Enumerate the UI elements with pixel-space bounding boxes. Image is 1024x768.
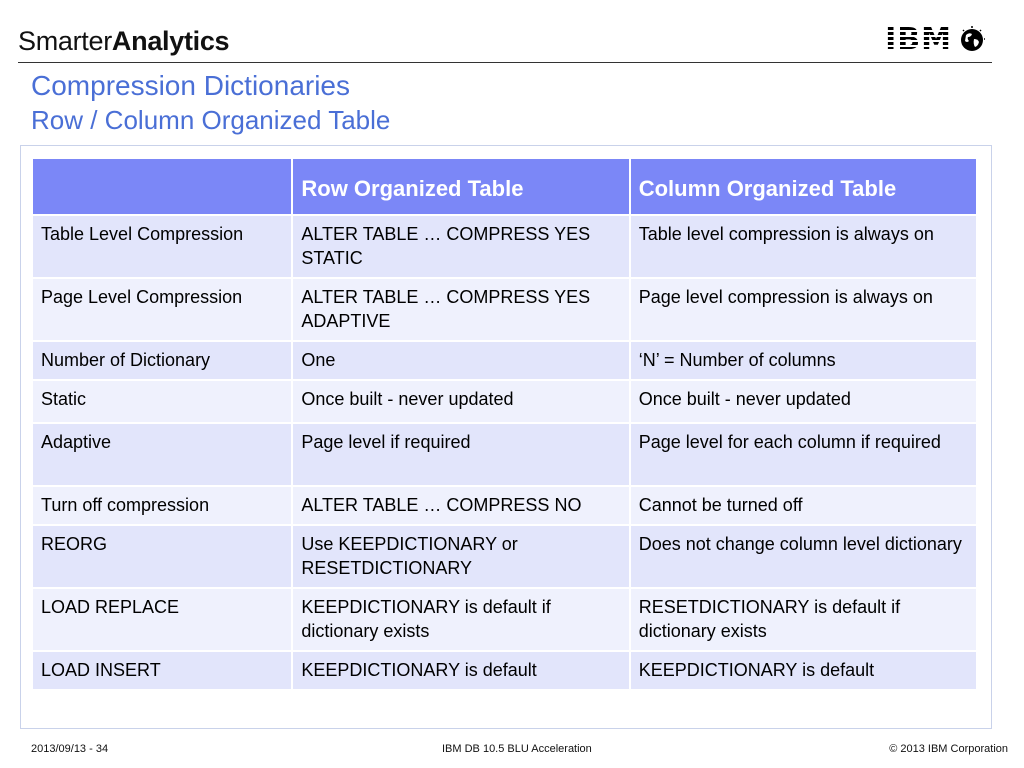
- column-organized-cell: Cannot be turned off: [630, 486, 977, 525]
- column-organized-cell: Table level compression is always on: [630, 215, 977, 278]
- footer-product: IBM DB 10.5 BLU Acceleration: [442, 743, 592, 755]
- column-organized-cell: Page level compression is always on: [630, 278, 977, 341]
- row-organized-cell: ALTER TABLE … COMPRESS NO: [292, 486, 629, 525]
- header-cell-blank: [32, 158, 292, 215]
- row-organized-cell: KEEPDICTIONARY is default if dictionary exists: [292, 588, 629, 651]
- row-organized-cell: One: [292, 341, 629, 380]
- header-cell-row-organized: Row Organized Table: [292, 158, 629, 215]
- header-divider: [18, 62, 992, 63]
- footer-copyright: © 2013 IBM Corporation: [889, 743, 1008, 755]
- brand-light: Smarter: [18, 26, 112, 56]
- table-row: [32, 588, 977, 651]
- row-organized-cell: ALTER TABLE … COMPRESS YES STATIC: [292, 215, 629, 278]
- table-row: [32, 651, 977, 690]
- row-organized-cell: Once built - never updated: [292, 380, 629, 423]
- row-label: Turn off compression: [32, 486, 292, 525]
- row-label: Number of Dictionary: [32, 341, 292, 380]
- globe-icon: [958, 26, 986, 54]
- column-organized-cell: Once built - never updated: [630, 380, 977, 423]
- table-row: [32, 380, 977, 423]
- row-label: LOAD REPLACE: [32, 588, 292, 651]
- slide-subtitle: Row / Column Organized Table: [31, 105, 391, 135]
- table-row: [32, 341, 977, 380]
- table-row: [32, 525, 977, 588]
- column-organized-cell: RESETDICTIONARY is default if dictionary exists: [630, 588, 977, 651]
- brand-bold: Analytics: [111, 26, 230, 56]
- table-row: [32, 486, 977, 525]
- row-organized-cell: Page level if required: [292, 423, 629, 486]
- column-organized-cell: Page level for each column if required: [630, 423, 977, 486]
- column-organized-cell: KEEPDICTIONARY is default: [630, 651, 977, 690]
- row-organized-cell: Use KEEPDICTIONARY or RESETDICTIONARY: [292, 525, 629, 588]
- row-label: Page Level Compression: [32, 278, 292, 341]
- table-row: [32, 215, 977, 278]
- row-label: Static: [32, 380, 292, 423]
- header-cell-column-organized: Column Organized Table: [630, 158, 977, 215]
- row-label: Adaptive: [32, 423, 292, 486]
- table-row: [32, 278, 977, 341]
- brand-logo: [18, 26, 229, 57]
- table-header-row: [32, 158, 977, 215]
- row-label: LOAD INSERT: [32, 651, 292, 690]
- comparison-table: [31, 157, 978, 691]
- column-organized-cell: ‘N’ = Number of columns: [630, 341, 977, 380]
- ibm-logo-text: IBM: [885, 22, 952, 57]
- column-organized-cell: Does not change column level dictionary: [630, 525, 977, 588]
- row-label: REORG: [32, 525, 292, 588]
- row-organized-cell: KEEPDICTIONARY is default: [292, 651, 629, 690]
- slide-title: Compression Dictionaries: [31, 70, 351, 101]
- row-organized-cell: ALTER TABLE … COMPRESS YES ADAPTIVE: [292, 278, 629, 341]
- row-label: Table Level Compression: [32, 215, 292, 278]
- footer-date-page: 2013/09/13 - 34: [31, 743, 109, 755]
- ibm-logo: [885, 22, 986, 57]
- table-row: [32, 423, 977, 486]
